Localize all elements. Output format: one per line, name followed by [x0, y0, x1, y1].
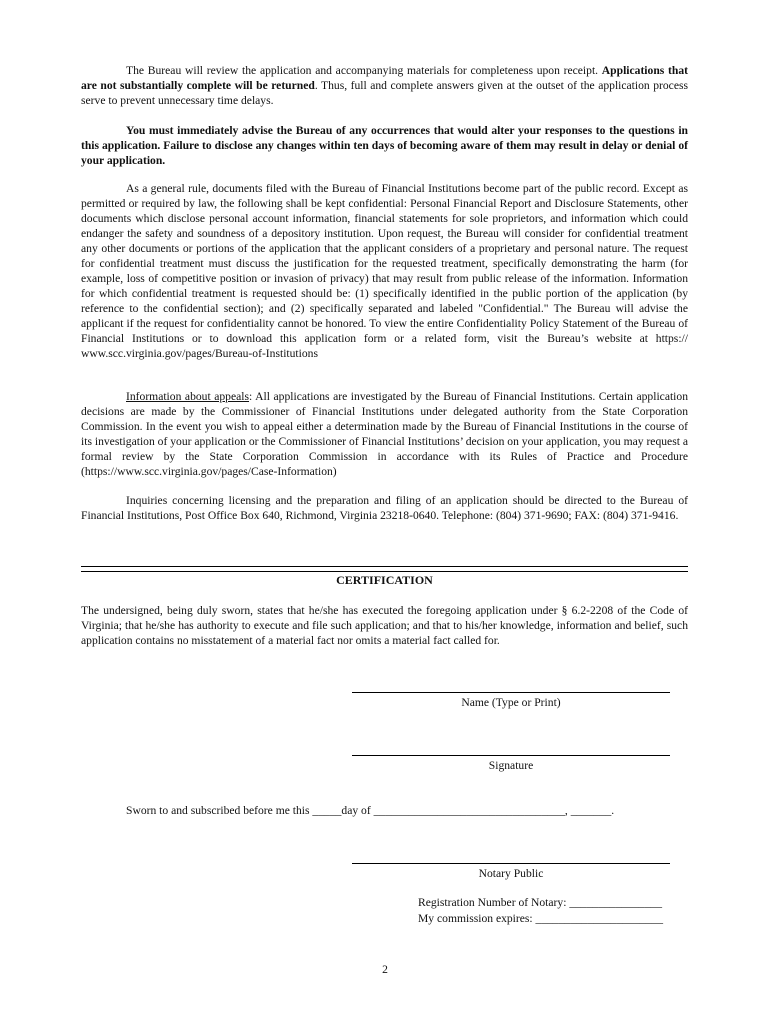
notary-registration-number: Registration Number of Notary: ________________	[418, 896, 663, 909]
review-text-b: . Thus, full and complete answers given at the outset of the application process serve to prevent unnecessary time delays.	[81, 79, 688, 107]
name-signature-line[interactable]	[352, 692, 670, 693]
inquiries-paragraph: Inquiries concerning licensing and the preparation and filing of an application should be directed to the Bureau of Financial Institutions, Post Office Box 640, Richmond, Virginia 23218-0640. Telephone: (804) 371-9690; FAX: (804) 371-9416.	[81, 494, 688, 522]
review-text-a: The Bureau will review the application and accompanying materials for completeness upon receipt.	[126, 64, 602, 77]
appeals-paragraph	[81, 389, 688, 479]
name-label: Name (Type or Print)	[461, 696, 561, 709]
advise-bureau-paragraph: You must immediately advise the Bureau of any occurrences that would alter your responses to the questions in this application. Failure to disclose any changes within ten days of becoming aware of them may result in delay or denial of your application.	[81, 124, 688, 167]
review-bold-text: Applications that are not substantially complete will be returned	[81, 64, 688, 92]
signature-line[interactable]	[352, 755, 670, 756]
appeals-text: : All applications are investigated by the Bureau of Financial Institutions. Certain application decisions are made by the Commissioner of Financial Institutions under delegated authority from the State Corporation Commission. In the event you wish to appeal either a determination made by the Bureau of Financial Institutions in the course of its investigation of your application or the Commissioner of Financial Institutions’ decision on your application, you may request a formal review by the State Corporation Commission in accordance with its Rules of Practice and Procedure (https://www.scc.virginia.gov/pages/Case-Information)	[81, 390, 688, 478]
confidentiality-paragraph: As a general rule, documents filed with the Bureau of Financial Institutions become part of the public record. Except as permitted or required by law, the following shall be kept confidential: Personal Financial Report and Disclosure Statements, other documents which disclose personal account information, financial statements for sole proprietors, and information which could endanger the safety and soundness of a depository institution. Upon request, the Bureau will consider for confidential treatment any other documents or portions of the application that the applicant considers of a proprietary and personal nature. The request for confidential treatment must discuss the justification for the requested treatment, specifically demonstrating the harm (for example, loss of competitive position or invasion of privacy) that may result from public release of the information. Information for which confidential treatment is requested should be: (1) specifically identified in the public portion of the application (by reference to the confidential section); and (2) specifically separated and labeled "Confidential." The Bureau will advise the applicant if the request for confidentiality cannot be honored. To view the entire Confidentiality Policy Statement of the Bureau of Financial Institutions or to download this application form or a related form, visit the Bureau’s website at https:// www.scc.virginia.gov/pages/Bureau-of-Institutions	[81, 182, 688, 360]
appeals-heading: Information about appeals	[126, 390, 250, 403]
notary-label: Notary Public	[478, 867, 544, 880]
signature-label: Signature	[488, 759, 534, 772]
review-paragraph	[81, 63, 688, 108]
section-divider	[81, 566, 688, 572]
sworn-statement: Sworn to and subscribed before me this _____day of _________________________________, _______.	[126, 804, 615, 817]
notary-signature-line[interactable]	[352, 863, 670, 864]
certification-paragraph: The undersigned, being duly sworn, states that he/she has executed the foregoing application under § 6.2-2208 of the Code of Virginia; that he/she has authority to execute and file such application; and that to his/her knowledge, information and belief, such application contains no misstatement of a material fact nor omits a material fact called for.	[81, 604, 688, 647]
notary-commission-expires: My commission expires: ______________________	[418, 912, 664, 925]
page-number: 2	[382, 963, 388, 976]
certification-title: CERTIFICATION	[336, 573, 433, 587]
